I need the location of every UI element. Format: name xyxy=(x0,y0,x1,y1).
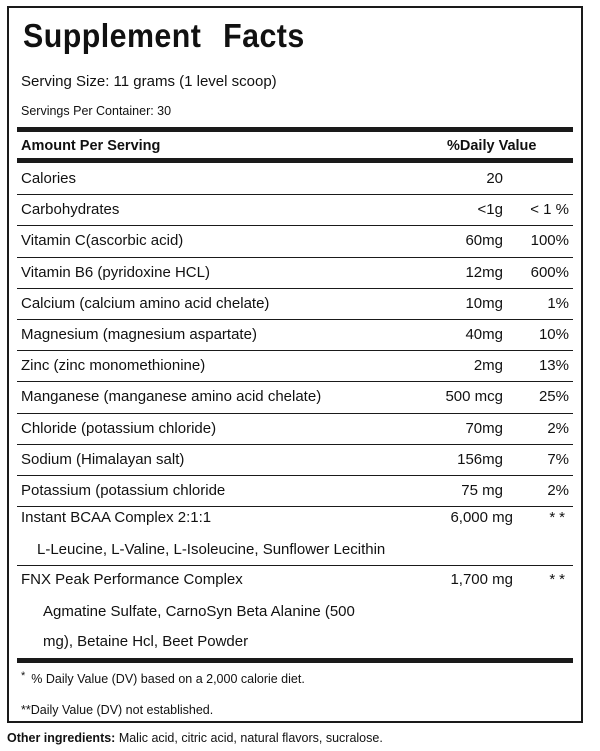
nutrient-amount: <1g xyxy=(477,201,503,219)
nutrient-name: Vitamin C(ascorbic acid) xyxy=(21,232,184,250)
blend-ingredients: Agmatine Sulfate, CarnoSyn Beta Alanine (500 xyxy=(43,603,355,620)
nutrient-name: Manganese (manganese amino acid chelate) xyxy=(21,388,322,406)
footnote-text: % Daily Value (DV) based on a 2,000 calorie diet. xyxy=(31,672,305,686)
thick-divider xyxy=(17,127,573,132)
footnote-not-established xyxy=(21,702,213,718)
nutrient-amount: 20 xyxy=(486,170,503,187)
nutrient-name: Magnesium (magnesium aspartate) xyxy=(21,326,257,343)
row-divider xyxy=(17,257,573,258)
nutrient-daily-value: 25% xyxy=(538,388,569,406)
daily-value-header: %Daily Value xyxy=(447,138,537,154)
nutrient-daily-value: 2% xyxy=(547,482,569,499)
other-ingredients-text: Malic acid, citric acid, natural flavors, sucralose. xyxy=(115,731,383,745)
nutrient-amount: 10mg xyxy=(465,294,503,312)
nutrient-daily-value: < 1 % xyxy=(530,201,569,219)
nutrient-amount: 70mg xyxy=(465,419,503,437)
blend-ingredients: mg), Betaine Hcl, Beet Powder xyxy=(43,633,249,650)
blend-name: Instant BCAA Complex 2:1:1 xyxy=(21,509,212,526)
supplement-facts-panel xyxy=(7,6,583,723)
nutrient-name: Vitamin B6 (pyridoxine HCL) xyxy=(21,263,210,281)
nutrient-name: Chloride (potassium chloride) xyxy=(21,419,217,437)
nutrient-amount: 2mg xyxy=(473,357,503,375)
row-divider xyxy=(17,288,573,289)
thick-divider xyxy=(17,158,573,163)
row-divider xyxy=(17,319,573,320)
blend-amount: 1,700 mg xyxy=(450,571,513,588)
nutrient-amount: 500 mcg xyxy=(445,388,503,406)
blend-name: FNX Peak Performance Complex xyxy=(21,571,243,588)
nutrient-name: Potassium (potassium chloride xyxy=(21,482,226,499)
nutrient-daily-value: 7% xyxy=(547,450,569,468)
nutrient-amount: 60mg xyxy=(465,232,503,250)
other-ingredients-label: Other ingredients: xyxy=(7,731,116,745)
servings-per-container: Servings Per Container: 30 xyxy=(21,104,172,118)
row-divider xyxy=(17,413,573,414)
row-divider xyxy=(17,475,573,476)
nutrient-amount: 12mg xyxy=(465,263,503,281)
nutrient-amount: 156mg xyxy=(457,450,503,468)
nutrient-amount: 75 mg xyxy=(461,482,503,499)
panel-title: Supplement Facts xyxy=(23,17,305,54)
serving-size: Serving Size: 11 grams (1 level scoop) xyxy=(21,73,277,90)
row-divider xyxy=(17,194,573,195)
nutrient-name: Calcium (calcium amino acid chelate) xyxy=(21,294,270,312)
nutrient-daily-value: 100% xyxy=(530,232,569,250)
row-divider xyxy=(17,381,573,382)
footnote-mark: ** xyxy=(21,703,31,717)
nutrient-name: Carbohydrates xyxy=(21,201,120,219)
nutrient-amount: 40mg xyxy=(465,326,503,343)
blend-ingredients: L-Leucine, L-Valine, L-Isoleucine, Sunflower Lecithin xyxy=(37,541,386,558)
row-divider xyxy=(17,565,573,566)
nutrient-name: Sodium (Himalayan salt) xyxy=(21,450,185,468)
footnote-text: Daily Value (DV) not established. xyxy=(30,703,214,717)
blend-daily-value: ** xyxy=(549,509,569,526)
nutrient-daily-value: 13% xyxy=(538,357,569,375)
thick-divider xyxy=(17,658,573,663)
blend-daily-value: ** xyxy=(549,571,569,588)
nutrient-daily-value: 600% xyxy=(530,263,569,281)
column-header xyxy=(21,135,569,157)
row-divider xyxy=(17,444,573,445)
nutrient-daily-value: 2% xyxy=(547,419,569,437)
amount-per-serving-header: Amount Per Serving xyxy=(21,138,161,154)
nutrient-daily-value: 10% xyxy=(538,326,569,343)
footnote-dv xyxy=(21,671,305,687)
other-ingredients xyxy=(7,730,383,746)
row-divider xyxy=(17,225,573,226)
nutrient-name: Calories xyxy=(21,170,77,187)
footnote-mark: * xyxy=(21,670,26,682)
blend-amount: 6,000 mg xyxy=(450,509,513,526)
nutrient-daily-value: 1% xyxy=(547,294,569,312)
row-divider xyxy=(17,350,573,351)
nutrient-name: Zinc (zinc monomethionine) xyxy=(21,357,206,375)
